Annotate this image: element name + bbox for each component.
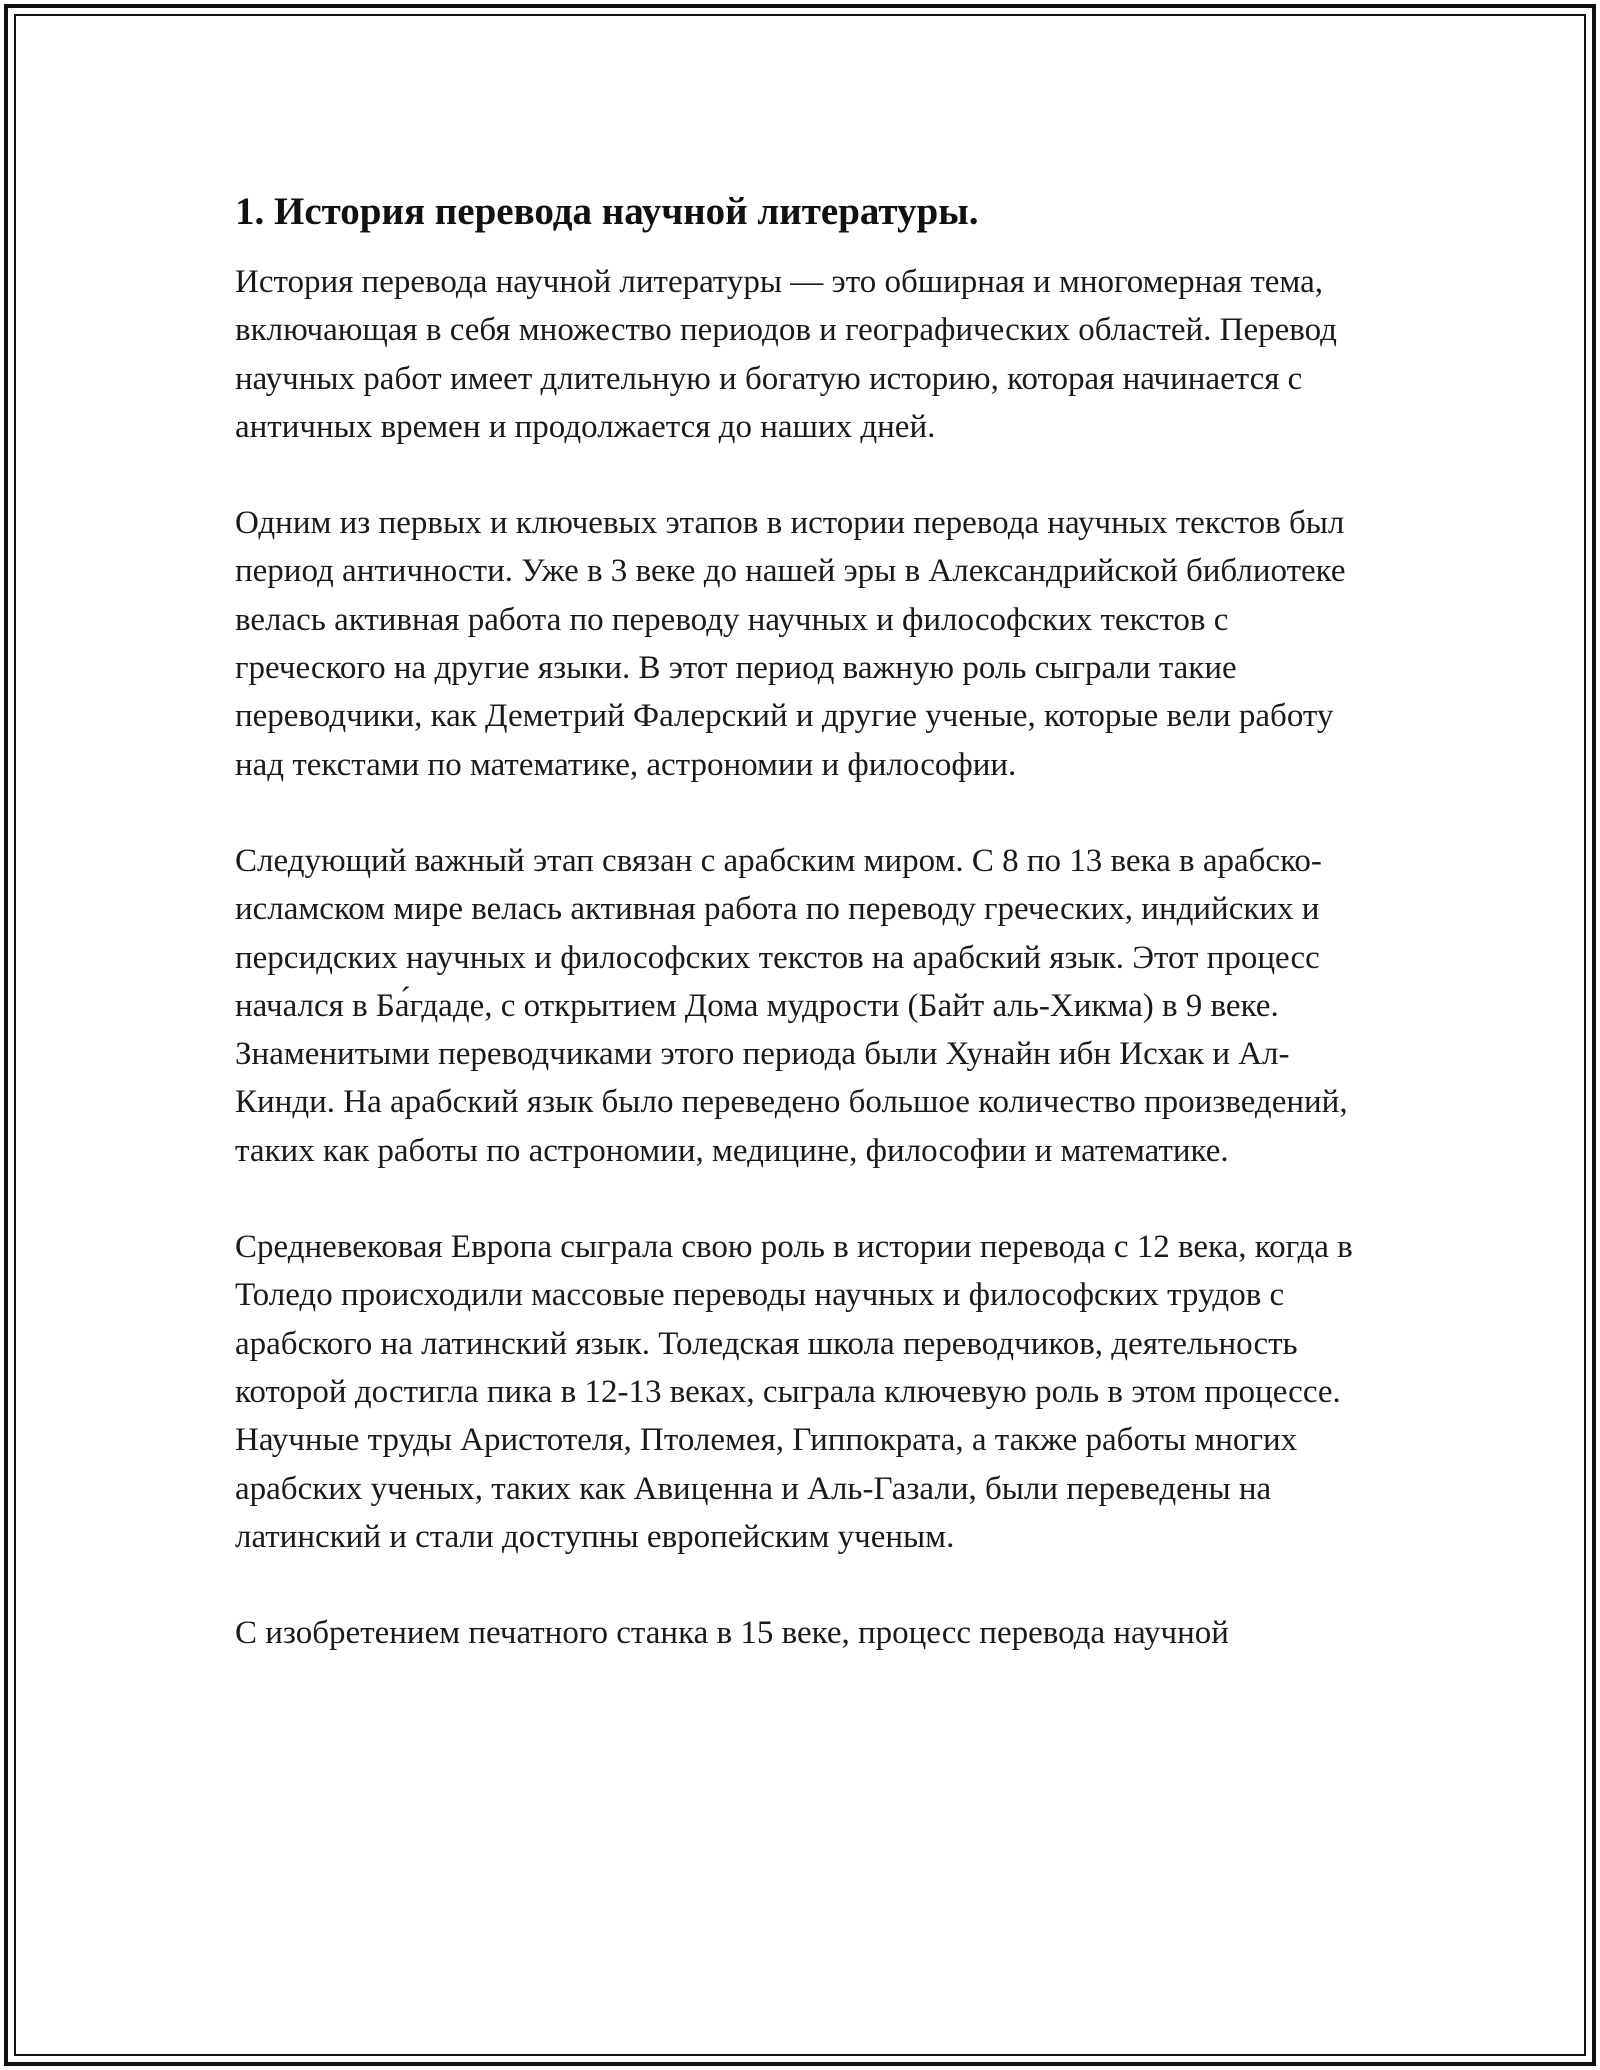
paragraph-medieval-europe: Средневековая Европа сыграла свою роль в истории перевода с 12 века, когда в Толедо происходили массовые переводы научных и философских трудов с арабского на латинский язык. Толедская школа переводчиков, деятельность которой достигла пика в 12-13 веках, сыграла ключевую роль в этом процессе. Научные труды Аристотеля, Птолемея, Гиппократа, а также работы многих арабских ученых, таких как Авиценна и Аль-Газали, были переведены на латинский и стали доступны европейским ученым. (235, 1229, 1353, 1555)
document-body (235, 188, 1380, 1705)
paragraph-intro: История перевода научной литературы — это обширная и многомерная тема, включающая в себя множество периодов и географических областей. Перевод научных работ имеет длительную и богатую историю, которая начинается с античных времен и продолжается до наших дней. (235, 264, 1337, 445)
paragraph-arab-world: Следующий важный этап связан с арабским миром. С 8 по 13 века в арабско-исламском мире велась активная работа по переводу греческих, индийских и персидских научных и философских текстов на арабский язык. Этот процесс начался в Ба́гдаде, с открытием Дома мудрости (Байт аль-Хикма) в 9 веке. Знаменитыми переводчиками этого периода были Хунайн ибн Исхак и Ал-Кинди. На арабский язык было переведено большое количество произведений, таких как работы по астрономии, медицине, философии и математике. (235, 842, 1348, 1169)
paragraph-printing-press: С изобретением печатного станка в 15 веке, процесс перевода научной (235, 1615, 1229, 1652)
section-heading: 1. История перевода научной литературы. (235, 190, 979, 233)
paragraph-antiquity: Одним из первых и ключевых этапов в истории перевода научных текстов был период античности. Уже в 3 веке до нашей эры в Александрийской библиотеке велась активная работа по переводу научных и философских текстов с греческого на другие языки. В этот период важную роль сыграли такие переводчики, как Деметрий Фалерский и другие ученые, которые вели работу над текстами по математике, астрономии и философии. (235, 505, 1346, 783)
